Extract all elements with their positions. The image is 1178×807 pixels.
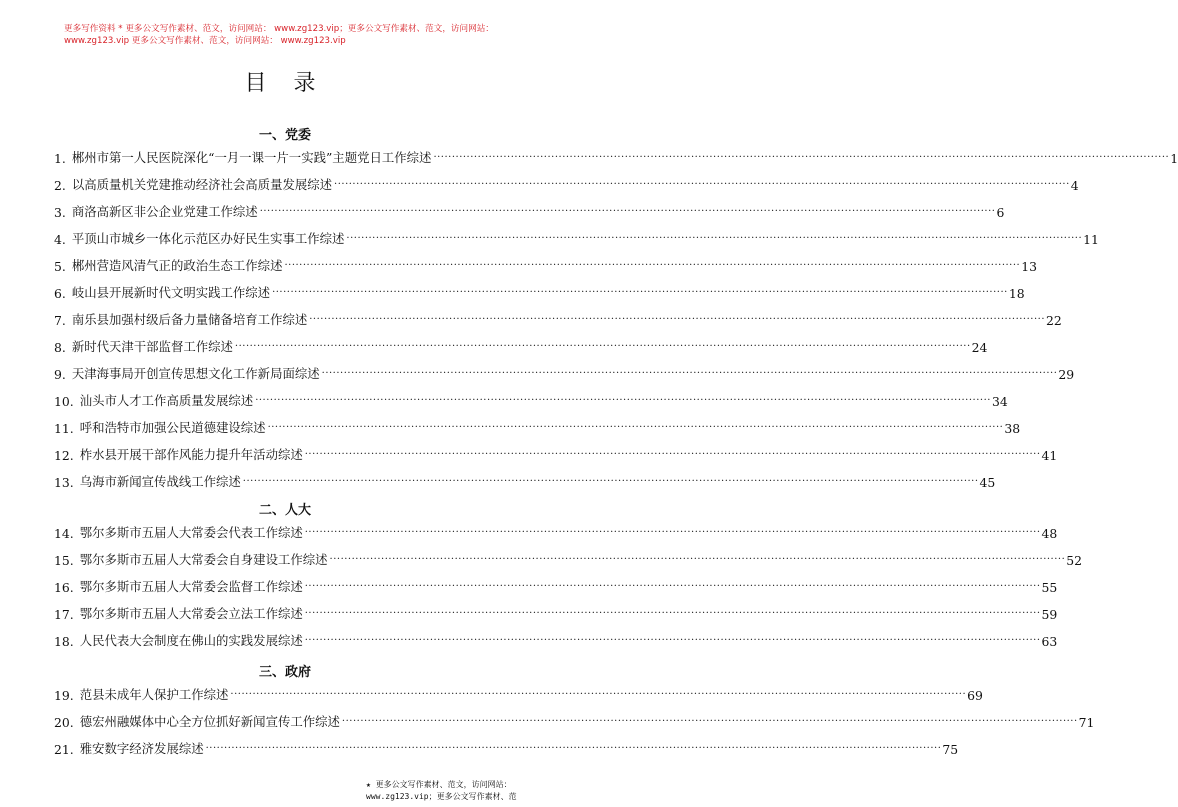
toc-entry-title: 天津海事局开创宣传思想文化工作新局面综述 <box>71 366 320 381</box>
toc-leader-dots: ········································································································································································································ <box>304 608 1041 619</box>
toc-entry-number: 20. <box>54 715 74 730</box>
header-watermark-line-1: 更多写作资料 * 更多公文写作素材、范文，访问网站： www.zg123.vip；更多公文写作素材、范文，访问网站： <box>64 24 494 34</box>
toc-leader-dots: ········································································································································································································ <box>341 716 1078 727</box>
toc-entry-number: 16. <box>54 580 74 595</box>
toc-entry-title: 南乐县加强村级后备力量储备培育工作综述 <box>71 312 308 327</box>
toc-entry[interactable] <box>54 227 1099 247</box>
toc-leader-dots: ········································································································································································································ <box>242 476 979 487</box>
page-title: 目 录 <box>244 71 326 96</box>
toc-entry-title: 德宏州融媒体中心全方位抓好新闻宣传工作综述 <box>79 714 340 729</box>
toc-entry-title: 鄂尔多斯市五届人大常委会代表工作综述 <box>79 525 303 540</box>
toc-entry-number: 9. <box>54 367 66 382</box>
toc-entry-number: 19. <box>54 688 74 703</box>
toc-entry-title: 范县未成年人保护工作综述 <box>79 687 229 702</box>
toc-entry[interactable] <box>54 389 1008 409</box>
toc-entry-title: 郴州营造风清气正的政治生态工作综述 <box>71 258 283 273</box>
toc-entry-title: 平顶山市城乡一体化示范区办好民生实事工作综述 <box>71 231 345 246</box>
toc-entry-page: 75 <box>942 742 959 757</box>
toc-leader-dots: ········································································································································································································ <box>272 287 1008 298</box>
toc-entry[interactable] <box>54 254 1037 274</box>
toc-entry[interactable] <box>54 548 1083 568</box>
toc-entry[interactable] <box>54 683 983 703</box>
toc-entry-page: 63 <box>1041 634 1058 649</box>
footer-watermark-line-1: ★ 更多公文写作素材、范文，访问网站： <box>366 780 512 789</box>
toc-entry[interactable] <box>54 629 1058 649</box>
toc-entry[interactable] <box>54 362 1075 382</box>
toc-entry-page: 1 <box>1170 151 1178 166</box>
toc-entry-number: 11. <box>54 421 74 436</box>
toc-leader-dots: ········································································································································································································ <box>329 554 1066 565</box>
toc-entry-number: 6. <box>54 286 66 301</box>
toc-entry-page: 52 <box>1066 553 1083 568</box>
toc-entry[interactable] <box>54 335 988 355</box>
toc-entry-number: 12. <box>54 448 74 463</box>
toc-entry-number: 3. <box>54 205 66 220</box>
toc-leader-dots: ········································································································································································································ <box>205 743 942 754</box>
toc-entry[interactable] <box>54 416 1021 436</box>
toc-entry[interactable] <box>54 173 1079 193</box>
toc-entry-number: 17. <box>54 607 74 622</box>
toc-entry-title: 鄂尔多斯市五届人大常委会自身建设工作综述 <box>79 552 328 567</box>
toc-entry[interactable] <box>54 710 1095 730</box>
toc-entry-title: 人民代表大会制度在佛山的实践发展综述 <box>79 633 303 648</box>
toc-entry-page: 45 <box>979 475 996 490</box>
toc-entry-page: 41 <box>1041 448 1058 463</box>
toc-leader-dots: ········································································································································································································ <box>304 449 1041 460</box>
toc-entry-number: 15. <box>54 553 74 568</box>
toc-entry-title: 新时代天津干部监督工作综述 <box>71 339 233 354</box>
toc-entry[interactable] <box>54 443 1058 463</box>
header-watermark <box>64 24 534 47</box>
toc-entry-page: 29 <box>1058 367 1075 382</box>
toc-leader-dots: ········································································································································································································ <box>284 260 1021 271</box>
toc-entry[interactable] <box>54 308 1062 328</box>
toc-entry-title: 呼和浩特市加强公民道德建设综述 <box>79 420 266 435</box>
toc-leader-dots: ········································································································································································································ <box>267 422 1004 433</box>
header-watermark-line-2: www.zg123.vip 更多公文写作素材、范文，访问网站： www.zg123.vip <box>64 35 346 46</box>
footer-watermark-line-2: www.zg123.vip；更多公文写作素材、范 <box>366 792 517 801</box>
toc-entry[interactable] <box>54 737 959 757</box>
toc-leader-dots: ········································································································································································································ <box>309 314 1045 325</box>
toc-entry-page: 55 <box>1041 580 1058 595</box>
toc-entry-title: 雅安数字经济发展综述 <box>79 741 204 756</box>
toc-entry-number: 1. <box>54 151 66 166</box>
toc-leader-dots: ········································································································································································································ <box>304 635 1041 646</box>
toc-entry-title: 商洛高新区非公企业党建工作综述 <box>71 204 258 219</box>
toc-leader-dots: ········································································································································································································ <box>321 368 1058 379</box>
toc-entry-title: 鄂尔多斯市五届人大常委会立法工作综述 <box>79 606 303 621</box>
toc-leader-dots: ········································································································································································································ <box>304 581 1041 592</box>
toc-entry-page: 38 <box>1004 421 1021 436</box>
toc-entry-page: 11 <box>1083 232 1099 247</box>
toc-entry-title: 柞水县开展干部作风能力提升年活动综述 <box>79 447 303 462</box>
toc-entry-number: 8. <box>54 340 66 355</box>
toc-leader-dots: ········································································································································································································ <box>255 395 991 406</box>
toc-entry-number: 7. <box>54 313 66 328</box>
toc-entry[interactable] <box>54 281 1025 301</box>
toc-entry-page: 59 <box>1041 607 1058 622</box>
toc-entry-title: 汕头市人才工作高质量发展综述 <box>79 393 254 408</box>
toc-entry-page: 69 <box>967 688 983 703</box>
toc-entry[interactable] <box>54 470 996 490</box>
toc-entry-number: 14. <box>54 526 74 541</box>
section-heading-government: 三、政府 <box>258 665 311 680</box>
toc-entry[interactable] <box>54 602 1058 622</box>
toc-entry-title: 郴州市第一人民医院深化“一月一课一片一实践”主题党日工作综述 <box>71 150 432 165</box>
toc-entry-number: 5. <box>54 259 66 274</box>
toc-leader-dots: ········································································································································································································ <box>259 206 996 217</box>
toc-entry-page: 18 <box>1008 286 1025 301</box>
toc-entry-page: 24 <box>971 340 988 355</box>
toc-leader-dots: ········································································································································································································ <box>433 152 1170 163</box>
toc-entry-title: 岐山县开展新时代文明实践工作综述 <box>71 285 271 300</box>
toc-leader-dots: ········································································································································································································ <box>334 179 1070 190</box>
toc-entry-title: 鄂尔多斯市五届人大常委会监督工作综述 <box>79 579 303 594</box>
toc-entry-page: 6 <box>996 205 1005 220</box>
toc-entry-number: 2. <box>54 178 66 193</box>
toc-entry-number: 10. <box>54 394 74 409</box>
toc-entry[interactable] <box>54 521 1058 541</box>
toc-entry-title: 以高质量机关党建推动经济社会高质量发展综述 <box>71 177 333 192</box>
toc-entry-number: 18. <box>54 634 74 649</box>
toc-entry-number: 4. <box>54 232 66 247</box>
toc-leader-dots: ········································································································································································································ <box>230 689 967 700</box>
toc-leader-dots: ········································································································································································································ <box>346 233 1083 244</box>
toc-entry-title: 乌海市新闻宣传战线工作综述 <box>79 474 241 489</box>
toc-entry-page: 34 <box>991 394 1008 409</box>
section-heading-peoples-congress: 二、人大 <box>258 503 311 518</box>
toc-entry[interactable] <box>54 146 1178 166</box>
toc-entry-page: 71 <box>1078 715 1095 730</box>
toc-entry[interactable] <box>54 200 1005 220</box>
toc-leader-dots: ········································································································································································································ <box>234 341 971 352</box>
toc-leader-dots: ········································································································································································································ <box>304 527 1041 538</box>
toc-entry-number: 13. <box>54 475 74 490</box>
toc-entry[interactable] <box>54 575 1058 595</box>
toc-entry-page: 4 <box>1070 178 1079 193</box>
toc-entry-number: 21. <box>54 742 74 757</box>
toc-entry-page: 48 <box>1041 526 1058 541</box>
toc-entry-page: 22 <box>1046 313 1062 328</box>
toc-entry-page: 13 <box>1021 259 1037 274</box>
section-heading-party-committee: 一、党委 <box>258 128 311 143</box>
footer-watermark <box>366 779 566 803</box>
